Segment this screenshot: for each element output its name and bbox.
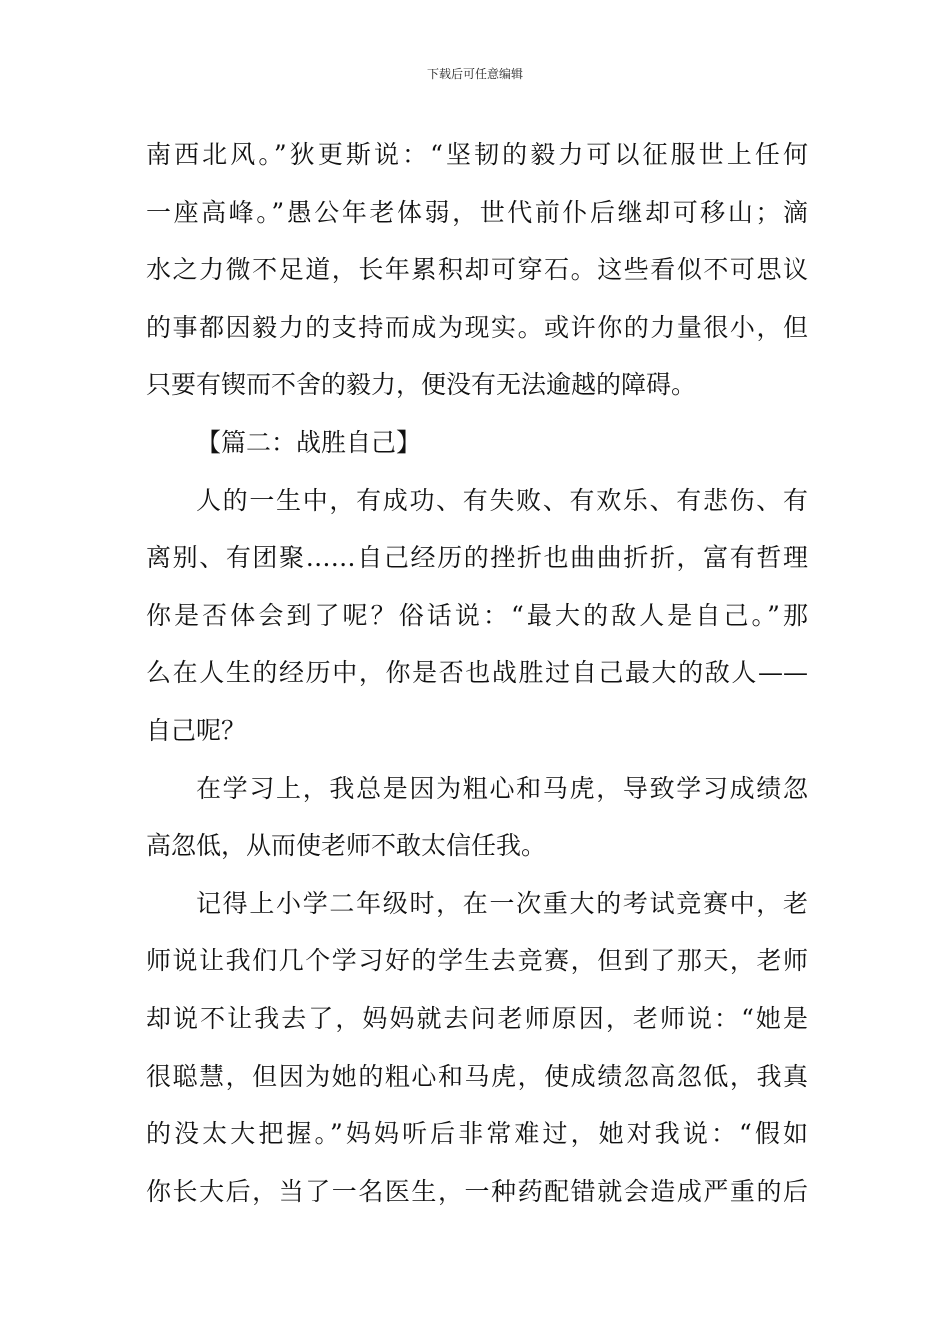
document-body	[146, 126, 808, 1220]
text-line: 一座高峰。”愚公年老体弱，世代前仆后继却可移山；滴	[146, 197, 808, 227]
text-line: 你是否体会到了呢？俗话说：“最大的敌人是自己。”那	[146, 600, 808, 630]
text-line: 却说不让我去了，妈妈就去问老师原因，老师说：“她是	[146, 1003, 808, 1033]
text-line: 的事都因毅力的支持而成为现实。或许你的力量很小，但	[146, 312, 808, 342]
text-line: 的没太大把握。”妈妈听后非常难过，她对我说：“假如	[146, 1119, 808, 1149]
heading-line: 【篇二：战胜自己】	[196, 427, 422, 457]
paragraph	[146, 472, 808, 760]
text-line: 高忽低，从而使老师不敢太信任我。	[146, 831, 547, 861]
page-header: 下载后可任意编辑	[426, 67, 523, 81]
text-line: 只要有锲而不舍的毅力，便没有无法逾越的障碍。	[146, 370, 697, 400]
text-line: 在学习上，我总是因为粗心和马虎，导致学习成绩忽	[196, 773, 808, 803]
text-line: 南西北风。”狄更斯说：“坚韧的毅力可以征服世上任何	[146, 140, 808, 169]
text-line: 师说让我们几个学习好的学生去竞赛，但到了那天，老师	[146, 946, 808, 976]
text-line: 人的一生中，有成功、有失败、有欢乐、有悲伤、有	[196, 485, 808, 515]
paragraph	[146, 760, 808, 875]
paragraph	[146, 126, 808, 414]
text-line: 么在人生的经历中，你是否也战胜过自己最大的敌人——	[146, 658, 808, 688]
text-line: 很聪慧，但因为她的粗心和马虎，使成绩忽高忽低，我真	[146, 1061, 808, 1091]
text-line: 水之力微不足道，长年累积却可穿石。这些看似不可思议	[146, 255, 808, 285]
paragraph	[146, 875, 808, 1221]
text-line: 记得上小学二年级时，在一次重大的考试竞赛中，老	[196, 888, 808, 918]
text-line: 离别、有团聚……自己经历的挫折也曲曲折折，富有哲理	[146, 543, 808, 573]
text-line: 自己呢？	[146, 715, 247, 745]
text-line: 你长大后，当了一名医生，一种药配错就会造成严重的后	[146, 1176, 808, 1206]
section-heading	[146, 414, 808, 472]
